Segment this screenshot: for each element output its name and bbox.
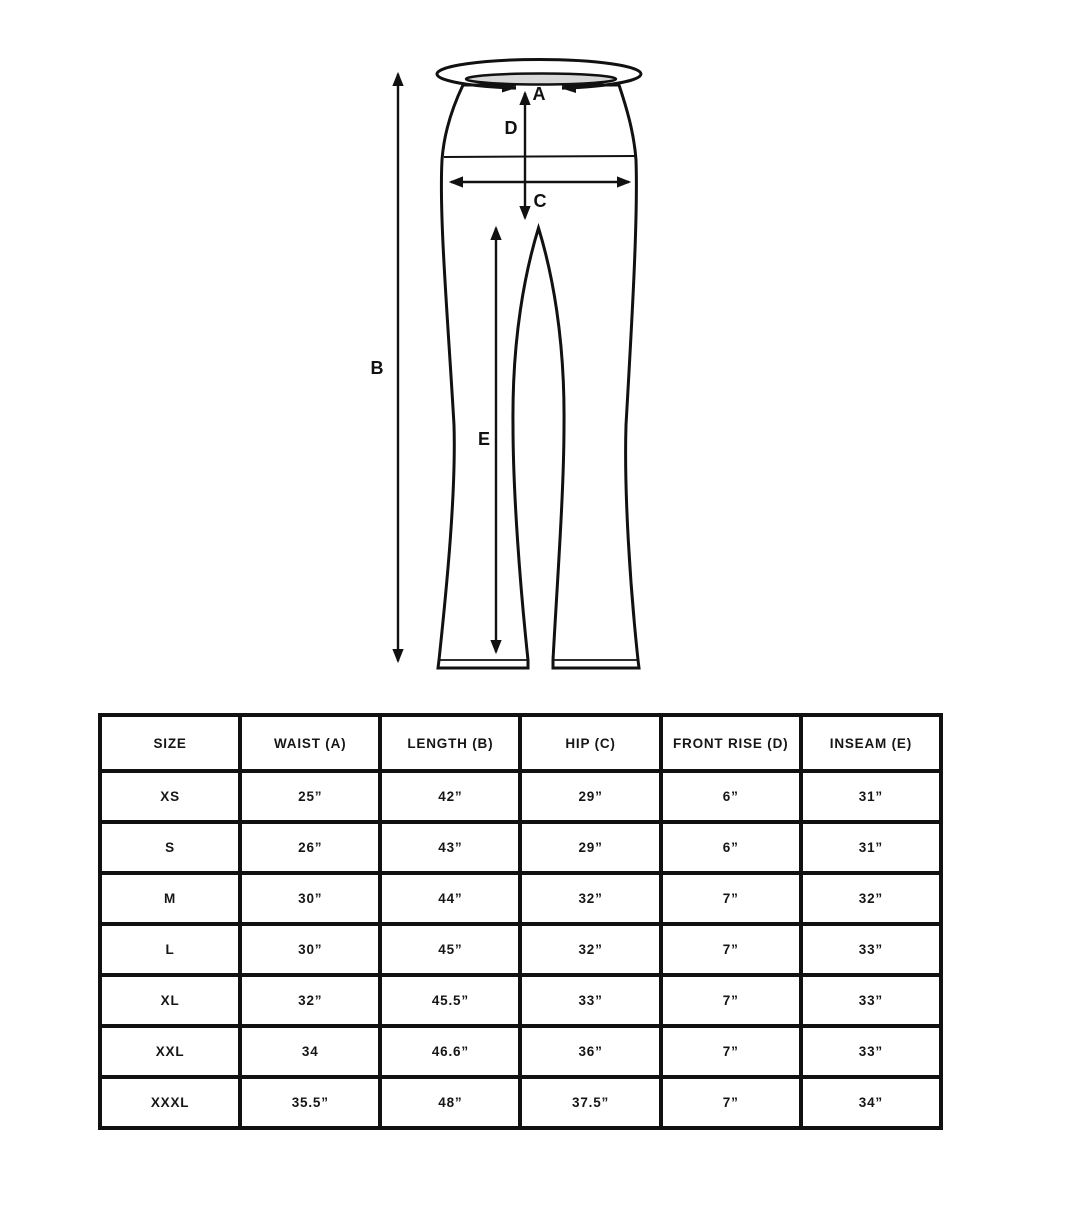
table-row [100, 771, 941, 822]
cell-inseam: 33” [801, 924, 941, 975]
header-row [100, 715, 941, 771]
label-front-rise-d: D [504, 118, 518, 138]
waistband-opening [466, 74, 616, 85]
column-header-front-rise: FRONT RISE (D) [661, 715, 801, 771]
cell-size: XXXL [100, 1077, 240, 1128]
cell-waist: 30” [240, 873, 380, 924]
cell-length: 44” [380, 873, 520, 924]
cell-size: XXL [100, 1026, 240, 1077]
cell-waist: 34 [240, 1026, 380, 1077]
cell-inseam: 31” [801, 822, 941, 873]
cell-hip: 29” [520, 822, 660, 873]
table-row [100, 1077, 941, 1128]
hip-line [444, 156, 636, 157]
column-header-size: SIZE [100, 715, 240, 771]
cell-inseam: 33” [801, 975, 941, 1026]
cell-waist: 26” [240, 822, 380, 873]
label-waist-a: A [532, 84, 546, 104]
cell-waist: 35.5” [240, 1077, 380, 1128]
cell-size: XS [100, 771, 240, 822]
column-header-hip: HIP (C) [520, 715, 660, 771]
cell-waist: 32” [240, 975, 380, 1026]
table-row [100, 975, 941, 1026]
table-row [100, 873, 941, 924]
cell-hip: 32” [520, 873, 660, 924]
cell-length: 45.5” [380, 975, 520, 1026]
cell-front-rise: 6” [661, 771, 801, 822]
column-header-length: LENGTH (B) [380, 715, 520, 771]
cell-size: L [100, 924, 240, 975]
cell-length: 45” [380, 924, 520, 975]
cell-inseam: 34” [801, 1077, 941, 1128]
table-row [100, 924, 941, 975]
cell-front-rise: 7” [661, 1026, 801, 1077]
cell-inseam: 31” [801, 771, 941, 822]
label-length-b: B [370, 358, 384, 378]
cell-front-rise: 7” [661, 1077, 801, 1128]
cell-length: 48” [380, 1077, 520, 1128]
column-header-waist: WAIST (A) [240, 715, 380, 771]
table-row [100, 1026, 941, 1077]
cell-front-rise: 6” [661, 822, 801, 873]
cell-waist: 30” [240, 924, 380, 975]
label-hip-c: C [533, 191, 547, 211]
column-header-inseam: INSEAM (E) [801, 715, 941, 771]
cell-hip: 37.5” [520, 1077, 660, 1128]
cell-size: M [100, 873, 240, 924]
cell-length: 43” [380, 822, 520, 873]
cell-hip: 32” [520, 924, 660, 975]
size-chart-body [100, 771, 941, 1128]
table-row [100, 822, 941, 873]
cell-waist: 25” [240, 771, 380, 822]
cell-front-rise: 7” [661, 975, 801, 1026]
cell-front-rise: 7” [661, 924, 801, 975]
cell-length: 42” [380, 771, 520, 822]
cell-hip: 29” [520, 771, 660, 822]
size-chart-header [100, 715, 941, 771]
cell-inseam: 32” [801, 873, 941, 924]
size-chart-table [98, 713, 943, 1130]
label-inseam-e: E [477, 429, 491, 449]
cell-hip: 33” [520, 975, 660, 1026]
pants-outline [438, 85, 639, 668]
cell-front-rise: 7” [661, 873, 801, 924]
cell-length: 46.6” [380, 1026, 520, 1077]
cell-size: XL [100, 975, 240, 1026]
cell-size: S [100, 822, 240, 873]
cell-hip: 36” [520, 1026, 660, 1077]
cell-inseam: 33” [801, 1026, 941, 1077]
